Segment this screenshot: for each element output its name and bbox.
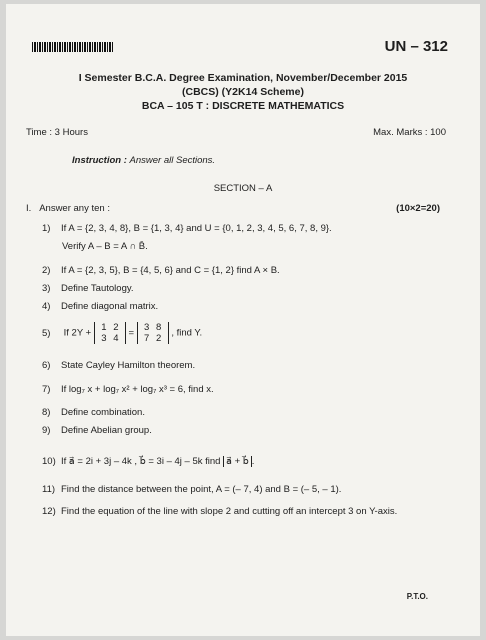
question-11: 11) Find the distance between the point, A = (– 7, 4) and B = (– 5, – 1).: [42, 484, 342, 495]
question-7: 7) If log₇ x + log₇ x² + log₇ x³ = 6, find x.: [42, 384, 214, 395]
exam-title: I Semester B.C.A. Degree Examination, November/December 2015: [78, 72, 408, 84]
paper-code: UN – 312: [384, 38, 448, 55]
marks-allocation: (10×2=20): [396, 203, 440, 214]
question-2: 2) If A = {2, 3, 5}, B = {4, 5, 6} and C = {1, 2} find A × B.: [42, 265, 280, 276]
section-heading: SECTION – A: [213, 183, 273, 194]
question-12: 12) Find the equation of the line with slope 2 and cutting off an intercept 3 on Y-axis.: [42, 506, 398, 517]
instruction: Instruction : Answer all Sections.: [72, 155, 216, 166]
question-10: 10) If a⃗ = 2i + 3j – 4k , b⃗ = 3i – 4j – 5k find a⃗ + b⃗ .: [42, 456, 255, 467]
question-9: 9) Define Abelian group.: [42, 425, 152, 436]
question-4: 4) Define diagonal matrix.: [42, 301, 159, 312]
question-1-part: Verify A – B = A ∩ B̄.: [62, 241, 148, 252]
barcode-image: [32, 42, 114, 52]
scheme-line: (CBCS) (Y2K14 Scheme): [182, 86, 304, 98]
pto-label: P.T.O.: [406, 592, 428, 601]
question-6: 6) State Cayley Hamilton theorem.: [42, 360, 196, 371]
matrix-a: 1 2 3 4: [94, 322, 126, 344]
question-heading: I. Answer any ten :: [26, 203, 110, 214]
matrix-b: 3 8 7 2: [137, 322, 169, 344]
max-marks-label: Max. Marks : 100: [373, 127, 446, 138]
question-5: 5) If 2Y + 1 2 3 4 = 3 8 7 2 , find Y.: [42, 322, 203, 344]
exam-paper-page: [6, 4, 480, 636]
question-3: 3) Define Tautology.: [42, 283, 134, 294]
course-title: BCA – 105 T : DISCRETE MATHEMATICS: [141, 100, 345, 112]
time-label: Time : 3 Hours: [26, 127, 88, 138]
question-8: 8) Define combination.: [42, 407, 145, 418]
question-1: 1) If A = {2, 3, 4, 8}, B = {1, 3, 4} and U = {0, 1, 2, 3, 4, 5, 6, 7, 8, 9}.: [42, 223, 332, 234]
